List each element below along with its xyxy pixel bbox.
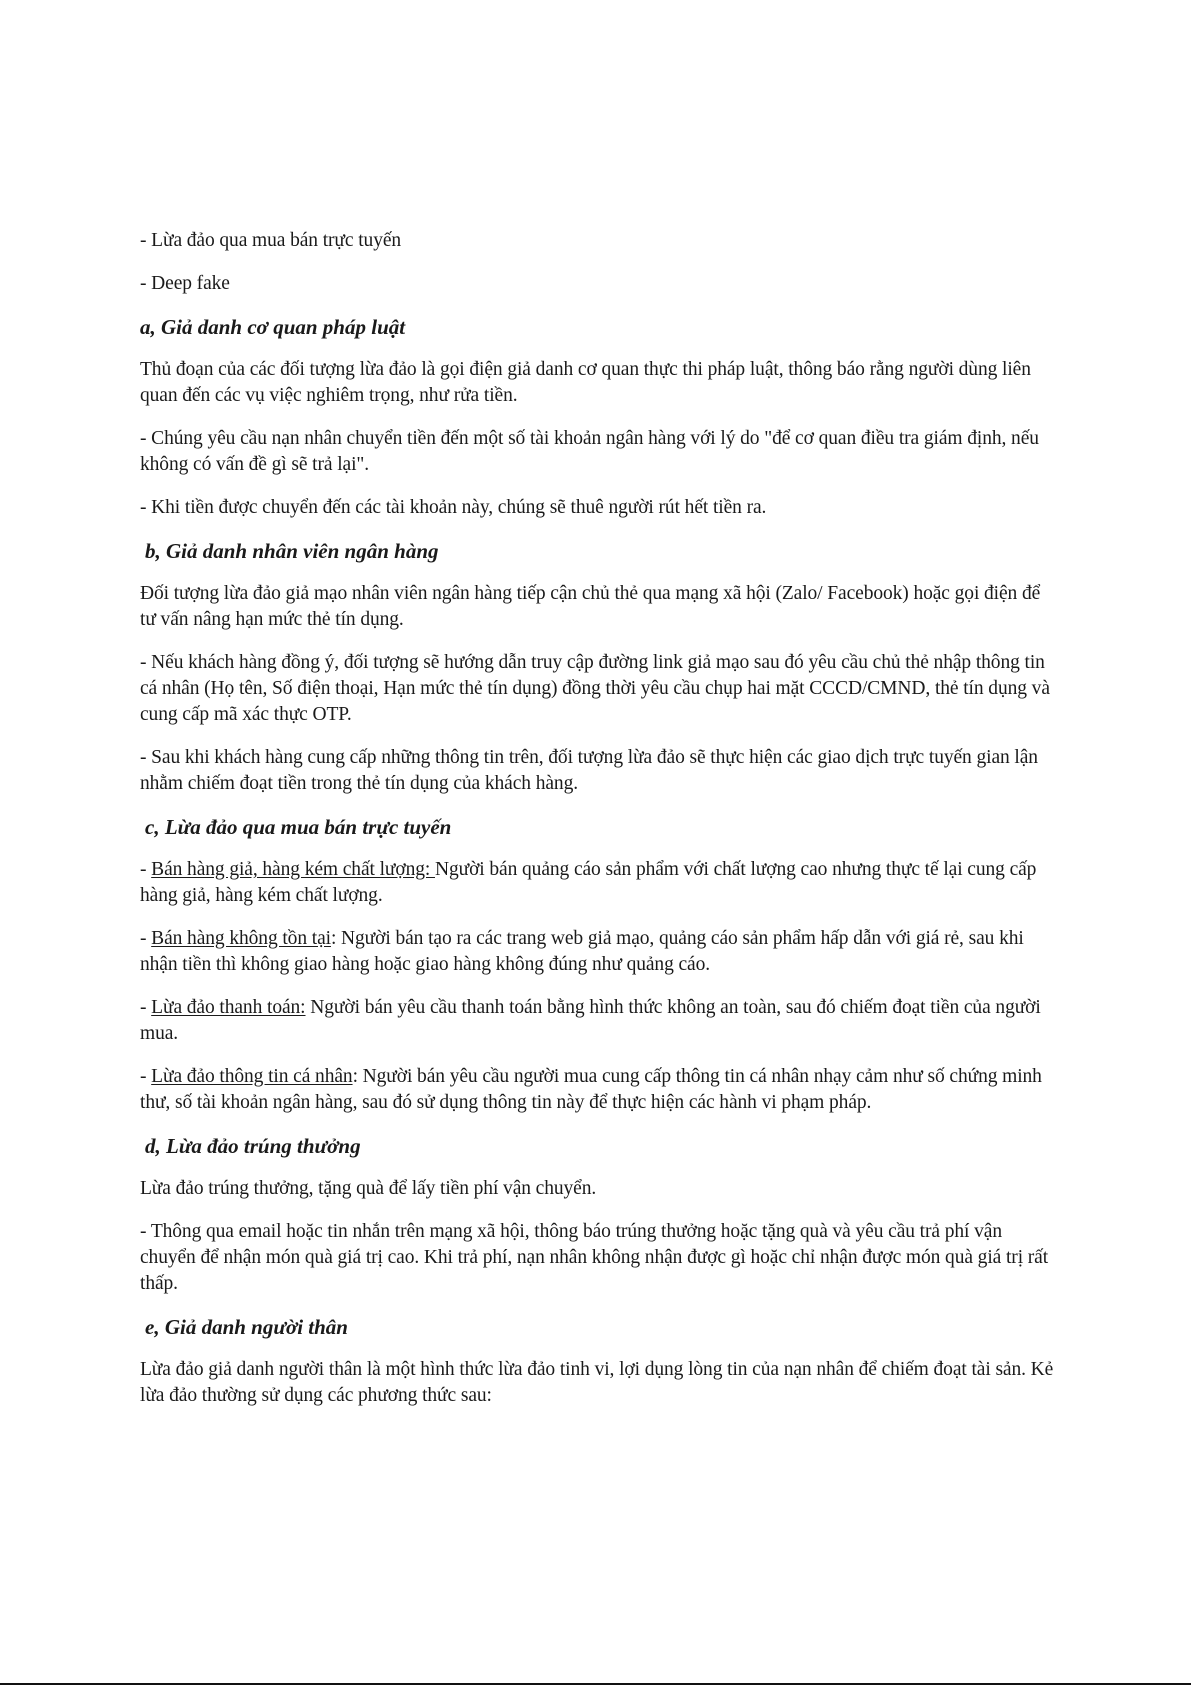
item-text: : Người bán tạo ra các trang web giả mạo, quảng cáo sản phẩm hấp dẫn với giá rẻ, sau khi nhận tiền thì không giao hàng hoặc giao hàng không đúng như quảng cáo. [140,928,1024,975]
intro-item: - Lừa đảo qua mua bán trực tuyến [140,230,402,251]
section-a-paragraph: Thủ đoạn của các đối tượng lừa đảo là gọi điện giả danh cơ quan thực thi pháp luật, thông báo rằng người dùng liên quan đến các vụ việc nghiêm trọng, như rửa tiền. [140,359,1031,406]
section-a-paragraph: - Khi tiền được chuyển đến các tài khoản này, chúng sẽ thuê người rút hết tiền ra. [140,497,767,518]
document-body [140,228,1060,1409]
item-text: Người bán yêu cầu thanh toán bằng hình thức không an toàn, sau đó chiếm đoạt tiền của người mua. [140,997,1041,1044]
section-d-paragraph: - Thông qua email hoặc tin nhắn trên mạng xã hội, thông báo trúng thưởng hoặc tặng quà và yêu cầu trả phí vận chuyển để nhận món quà giá trị cao. Khi trả phí, nạn nhân không nhận được gì hoặc chỉ nhận được món quà giá trị rất thấp. [140,1221,1049,1294]
section-b-paragraph: - Nếu khách hàng đồng ý, đối tượng sẽ hướng dẫn truy cập đường link giả mạo sau đó yêu cầu chủ thẻ nhập thông tin cá nhân (Họ tên, Số điện thoại, Hạn mức thẻ tín dụng) đồng thời yêu cầu chụp hai mặt CCCD/CMND, thẻ tín dụng và cung cấp mã xác thực OTP. [140,652,1050,725]
item-term: Bán hàng không tồn tại [151,928,331,949]
item-text: Người bán quảng cáo sản phẩm với chất lượng cao nhưng thực tế lại cung cấp hàng giả, hàng kém chất lượng. [140,859,1037,906]
section-b-paragraph: - Sau khi khách hàng cung cấp những thông tin trên, đối tượng lừa đảo sẽ thực hiện các giao dịch trực tuyến gian lận nhằm chiếm đoạt tiền trong thẻ tín dụng của khách hàng. [140,747,1038,794]
section-a-heading: a, Giả danh cơ quan pháp luật [140,315,406,339]
item-term: Bán hàng giả, hàng kém chất lượng: [151,859,435,880]
item-prefix: - [140,928,152,949]
section-a-paragraph: - Chúng yêu cầu nạn nhân chuyển tiền đến một số tài khoản ngân hàng với lý do "để cơ quan điều tra giám định, nếu không có vấn đề gì sẽ trả lại". [140,428,1039,475]
item-prefix: - [140,997,152,1018]
section-c-item [140,926,1060,978]
section-e-paragraph: Lừa đảo giả danh người thân là một hình thức lừa đảo tinh vi, lợi dụng lòng tin của nạn nhân để chiếm đoạt tài sản. Kẻ lừa đảo thường sử dụng các phương thức sau: [140,1359,1054,1406]
section-c-item [140,857,1060,909]
section-b-heading: b, Giả danh nhân viên ngân hàng [145,539,439,563]
intro-item: - Deep fake [140,273,230,294]
section-d-paragraph: Lừa đảo trúng thưởng, tặng quà để lấy tiền phí vận chuyển. [140,1178,597,1199]
section-c-heading: c, Lừa đảo qua mua bán trực tuyến [145,815,452,839]
item-prefix: - [140,859,152,880]
section-d-heading: d, Lừa đảo trúng thưởng [145,1134,361,1158]
item-term: Lừa đảo thanh toán: [151,997,306,1018]
item-prefix: - [140,1066,152,1087]
section-e-heading: e, Giả danh người thân [145,1315,348,1339]
item-text: : Người bán yêu cầu người mua cung cấp thông tin cá nhân nhạy cảm như số chứng minh thư, số tài khoản ngân hàng, sau đó sử dụng thông tin này để thực hiện các hành vi phạm pháp. [140,1066,1042,1113]
item-term: Lừa đảo thông tin cá nhân [151,1066,353,1087]
section-c-item [140,995,1060,1047]
section-b-paragraph: Đối tượng lừa đảo giả mạo nhân viên ngân hàng tiếp cận chủ thẻ qua mạng xã hội (Zalo/ Facebook) hoặc gọi điện để tư vấn nâng hạn mức thẻ tín dụng. [140,583,1041,630]
section-c-item [140,1064,1060,1116]
